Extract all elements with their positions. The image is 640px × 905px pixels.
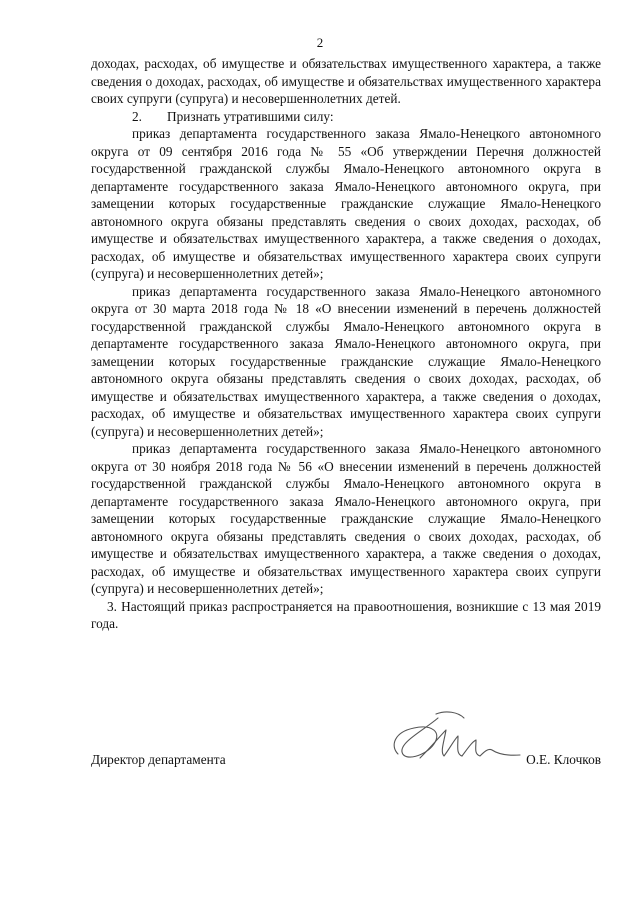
signer-name: О.Е. Клочков <box>526 752 601 767</box>
item-3-paragraph: 3. Настоящий приказ распространяется на правоотношения, возникшие с 13 мая 2019 года. <box>91 598 601 631</box>
document-body <box>91 55 601 633</box>
repealed-order-3: приказ департамента государственного заказа Ямало-Ненецкого автономного округа от 30 ноября 2018 года № 56 «О внесении изменений в перечень должностей государственной гражданской службы Ямало-Ненецкого автономного округа в департаменте государственного заказа Ямало-Ненецкого автономного округа, при замещении которых государственные гражданские служащие Ямало-Ненецкого автономного округа обязаны представлять сведения о своих доходах, расходах, об имуществе и обязательствах имущественного характера, а также сведения о доходах, расходах, об имуществе и обязательствах имущественного характера своих супруги (супруга) и несовершеннолетних детей»; <box>91 441 601 596</box>
signature-block <box>91 752 601 776</box>
repealed-order-2: приказ департамента государственного заказа Ямало-Ненецкого автономного округа от 30 марта 2018 года № 18 «О внесении изменений в перечень должностей государственной гражданской службы Ямало-Ненецкого автономного округа в департаменте государственного заказа Ямало-Ненецкого автономного округа, при замещении которых государственные гражданские служащие Ямало-Ненецкого автономного округа обязаны представлять сведения о своих доходах, расходах, об имуществе и обязательствах имущественного характера, а также сведения о доходах, расходах, об имуществе и обязательствах имущественного характера своих супруги (супруга) и несовершеннолетних детей»; <box>91 283 601 439</box>
item-2-heading-text: Признать утратившими силу: <box>167 108 334 124</box>
item-2-heading <box>91 108 601 126</box>
repealed-order-1: приказ департамента государственного заказа Ямало-Ненецкого автономного округа от 09 сентября 2016 года № 55 «Об утверждении Перечня должностей государственной гражданской службы Ямало-Ненецкого автономного округа в департаменте государственного заказа Ямало-Ненецкого автономного округа, при замещении которых государственные гражданские служащие Ямало-Ненецкого автономного округа обязаны представлять сведения о своих доходах, расходах, об имуществе и обязательствах имущественного характера, а также сведения о доходах, расходах, об имуществе и обязательствах имущественного характера своих супруги (супруга) и несовершеннолетних детей»; <box>91 126 601 281</box>
item-2-number: 2. <box>132 108 142 124</box>
signer-position: Директор департамента <box>91 752 226 767</box>
page-number: 2 <box>316 35 324 50</box>
continuation-paragraph: доходах, расходах, об имуществе и обязательствах имущественного характера, а также сведения о доходах, расходах, об имуществе и обязательствах имущественного характера своих супруги (супруга) и несовершеннолетних детей. <box>91 56 601 106</box>
